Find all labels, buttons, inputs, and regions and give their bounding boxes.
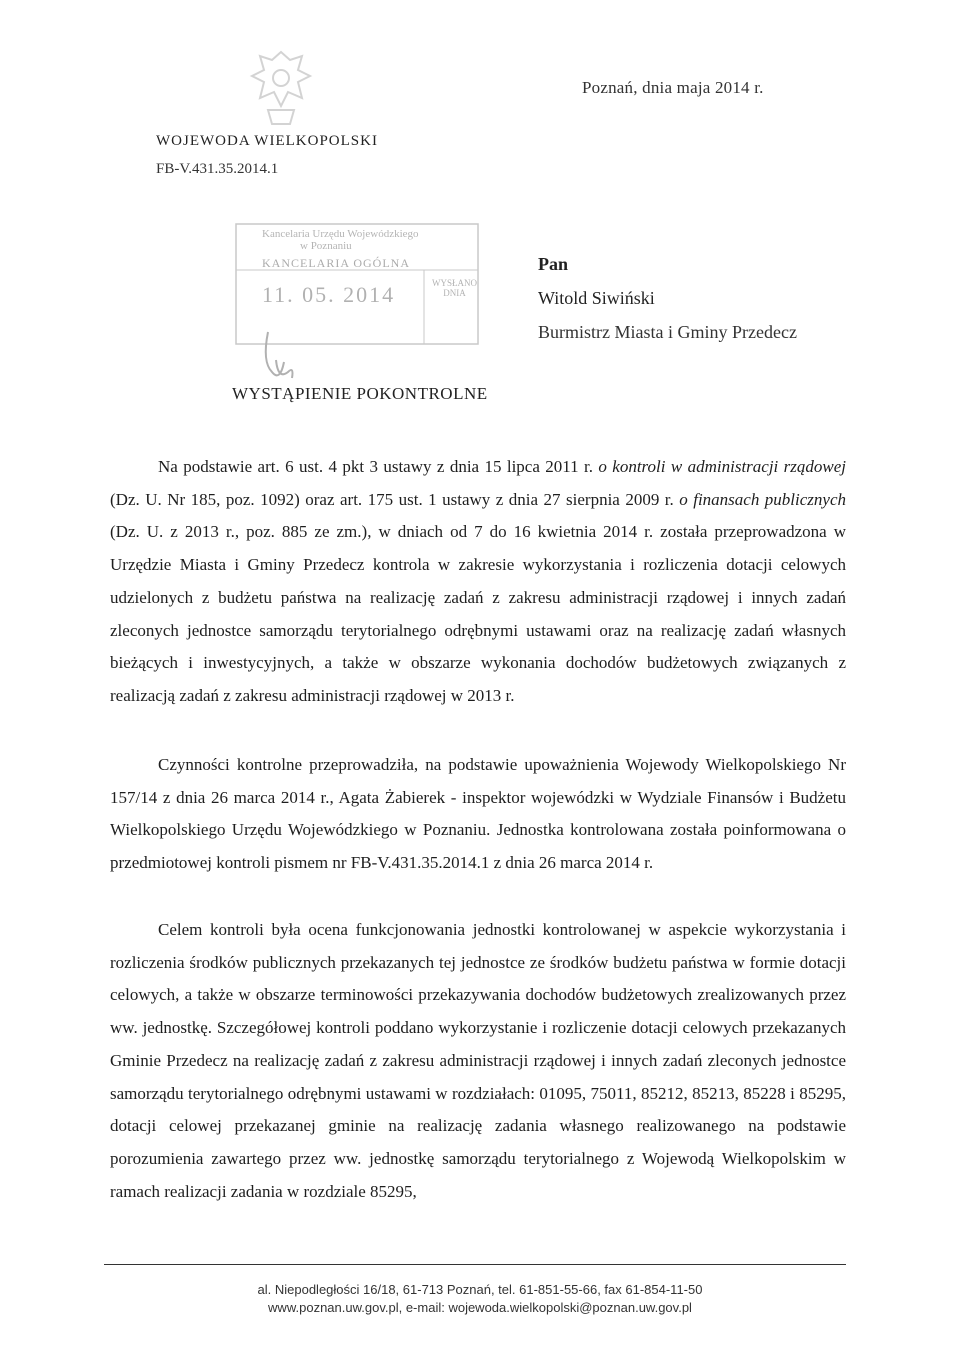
document-title: WYSTĄPIENIE POKONTROLNE <box>232 384 488 403</box>
paragraph-3-text: Celem kontroli była ocena funkcjonowania jednostki kontrolowanej w aspekcie wykorzystania i rozliczenia środków publicznych przekazanych tej jednostce ze środków budżetu państwa w formie dotacji celowych, a także w obszarze terminowości przekazywania dochodów budżetowych zrealizowanych przez ww. jednostkę. Szczegółowej kontroli poddano wykorzystanie i rozliczenie dotacji celowych przekazanych Gminie Przedecz na realizację zadań z zakresu administracji rządowej i innych zadań zleconych jednostce samorządu terytorialnego odrębnymi ustawami w rozdziałach: 01095, 75011, 85212, 85213, 85228 i 85295, dotacji celowej przekazanej gminie na realizację zadania własnego realizowanego na podstawie porozumienia zawartego przez ww. jednostkę samorządu terytorialnego z Wojewodą Wielkopolskim w ramach realizacji zadania w rozdziale 85295, <box>110 920 846 1201</box>
law-title-1: o kontroli w administracji rządowej <box>598 457 846 476</box>
footer-divider <box>104 1264 846 1265</box>
footer-contact: www.poznan.uw.gov.pl, e-mail: wojewoda.wielkopolski@poznan.uw.gov.pl <box>268 1300 692 1315</box>
paragraph-2-text: Czynności kontrolne przeprowadziła, na podstawie upoważnienia Wojewody Wielkopolskiego Nr 157/14 z dnia 26 marca 2014 r., Agata Żabierek - inspektor wojewódzki w Wydziale Finansów i Budżetu Wielkopolskiego Urzędu Wojewódzkiego w Poznaniu. Jednostka kontrolowana została poinformowana o przedmiotowej kontroli pismem nr FB-V.431.35.2014.1 z dnia 26 marca 2014 r. <box>110 755 846 873</box>
paragraph-1-text-c: (Dz. U. z 2013 r., poz. 885 ze zm.), w dniach od 7 do 16 kwietnia 2014 r. została przeprowadzona w Urzędzie Miasta i Gminy Przedecz kontrola w zakresie wykorzystania i rozliczenia dotacji celowych udzielonych z budżetu państwa na realizację zadań z zakresu administracji rządowej i innych zadań zleconych jednostce samorządu terytorialnego odrębnymi ustawami oraz na realizację zadań własnych bieżących i inwestycyjnych, a także w obszarze wykonania dochodów budżetowych związanych z realizacją zadań z zakresu administracji rządowej w 2013 r. <box>110 522 846 705</box>
addressee-position: Burmistrz Miasta i Gminy Przedecz <box>538 322 797 342</box>
body-paragraph-2 <box>110 749 846 880</box>
addressee-salutation: Pan <box>538 254 569 274</box>
reference-number: FB-V.431.35.2014.1 <box>156 161 279 177</box>
stamp-sent-line-2: DNIA <box>443 288 466 298</box>
law-title-2: o finansach publicznych <box>679 489 847 509</box>
body-paragraph-3 <box>110 914 846 1208</box>
issuing-office: WOJEWODA WIELKOPOLSKI <box>156 133 378 149</box>
stamp-line-2: w Poznaniu <box>300 240 352 252</box>
footer-address: al. Niepodległości 16/18, 61-713 Poznań, tel. 61-851-55-66, fax 61-854-11-50 <box>257 1282 703 1297</box>
document-date: Poznań, dnia maja 2014 r. <box>582 78 764 97</box>
body-paragraph-1 <box>110 451 846 713</box>
stamp-line-3: KANCELARIA OGÓLNA <box>262 256 410 270</box>
stamp-date: 11. 05. 2014 <box>262 282 396 307</box>
eagle-emblem-icon <box>246 48 316 130</box>
addressee-name: Witold Siwiński <box>538 288 655 308</box>
stamp-line-1: Kancelaria Urzędu Wojewódzkiego <box>262 228 419 240</box>
stamp-sent-line-1: WYSŁANO <box>432 278 477 288</box>
paragraph-1-text-b: (Dz. U. Nr 185, poz. 1092) oraz art. 175 ust. 1 ustawy z dnia 27 sierpnia 2009 r. <box>110 489 680 509</box>
stamp-sent-label <box>432 278 477 298</box>
paragraph-1-text-a: Na podstawie art. 6 ust. 4 pkt 3 ustawy z dnia 15 lipca 2011 r. <box>158 457 599 476</box>
